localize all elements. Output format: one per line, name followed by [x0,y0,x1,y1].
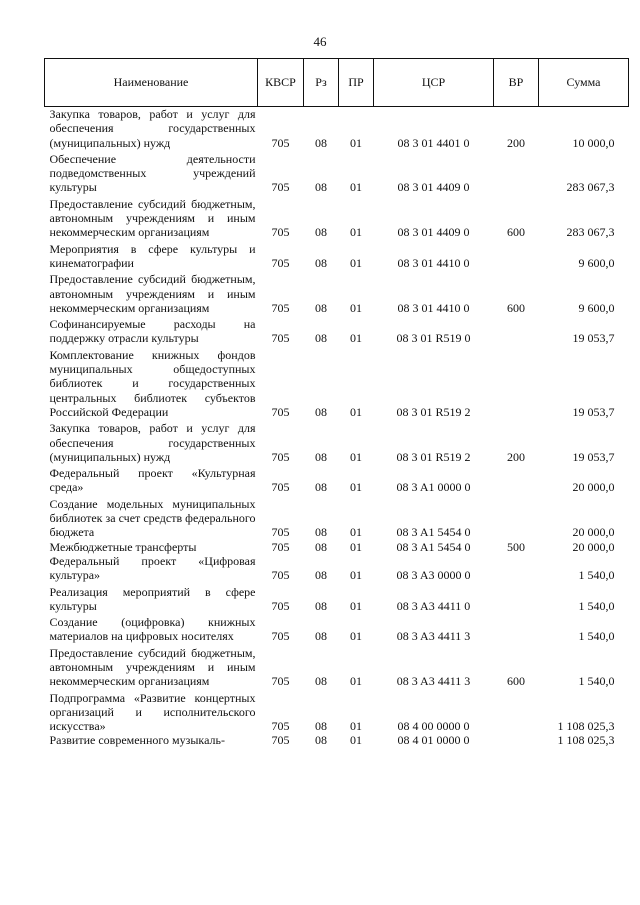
table-row [45,272,629,317]
row-rz: 08 [315,568,327,583]
table-row [45,242,629,273]
row-kvsr: 705 [271,598,290,613]
col-header-csr: ЦСР [374,59,494,107]
row-kvsr: 705 [271,180,290,195]
row-kvsr: 705 [271,733,290,748]
row-vr: 200 [507,135,525,150]
table-row [45,317,629,348]
row-sum: 1 540,0 [578,568,615,583]
row-vr: 200 [507,449,525,464]
row-kvsr: 705 [271,135,290,150]
table-row [45,497,629,540]
row-name: Создание модельных муниципальных библиотек за счет средств федерального бюджета [49,496,256,540]
row-vr [494,585,539,616]
row-kvsr: 705 [271,300,290,315]
row-pr: 01 [350,255,362,270]
row-kvsr: 705 [271,568,290,583]
row-sum: 1 540,0 [578,674,615,689]
row-sum: 1 540,0 [578,629,615,644]
row-vr [494,615,539,646]
row-vr [494,554,539,585]
row-vr: 600 [507,674,525,689]
row-rz: 08 [315,404,327,419]
row-kvsr: 705 [271,719,290,734]
row-sum: 1 540,0 [578,598,615,613]
row-kvsr: 705 [271,225,290,240]
row-sum: 10 000,0 [572,135,615,150]
budget-table [44,58,629,748]
table-row [45,733,629,747]
row-csr: 08 4 00 0000 0 [397,719,470,734]
row-csr: 08 3 01 4409 0 [397,225,470,240]
row-pr: 01 [350,404,362,419]
row-name: Комплектование книжных фондов муниципальных общедоступных библиотек и государственных центральных библиотек субъектов Российской Федерации [49,347,256,419]
page-number: 46 [313,34,327,49]
row-pr: 01 [350,719,362,734]
row-name: Предоставление субсидий бюджетным, автономным учреждениям и иным некоммерческим организациям [49,645,256,689]
row-name: Федеральный проект «Цифровая культура» [49,553,256,583]
row-name: Софинансируемые расходы на поддержку отрасли культуры [49,317,256,346]
row-name: Создание (оцифровка) книжных материалов на цифровых носителях [49,615,256,644]
row-vr [494,691,539,734]
row-rz: 08 [315,733,327,748]
row-vr [494,317,539,348]
row-vr: 600 [507,225,525,240]
table-header-row [45,59,629,107]
row-sum: 20 000,0 [572,539,615,554]
row-kvsr: 705 [271,629,290,644]
table-row [45,691,629,734]
table-row [45,540,629,554]
row-vr [494,733,539,747]
table-row [45,585,629,616]
row-name: Предоставление субсидий бюджетным, автономным учреждениям и иным некоммерческим организациям [49,196,256,240]
row-pr: 01 [350,525,362,540]
table-row [45,615,629,646]
row-pr: 01 [350,629,362,644]
row-pr: 01 [350,225,362,240]
row-csr: 08 3 01 R519 2 [396,404,471,419]
table-row [45,348,629,421]
row-csr: 08 3 A3 4411 0 [396,598,471,613]
row-kvsr: 705 [271,674,290,689]
row-rz: 08 [315,300,327,315]
row-rz: 08 [315,525,327,540]
row-pr: 01 [350,449,362,464]
row-rz: 08 [315,255,327,270]
row-vr: 600 [507,300,525,315]
row-csr: 08 3 01 4409 0 [397,180,470,195]
row-kvsr: 705 [271,255,290,270]
row-rz: 08 [315,449,327,464]
row-pr: 01 [350,331,362,346]
row-sum: 19 053,7 [572,404,615,419]
col-header-pr: ПР [339,59,374,107]
row-vr [494,466,539,497]
row-sum: 283 067,3 [566,225,615,240]
row-kvsr: 705 [271,449,290,464]
row-name: Обеспечение деятельности подведомственных учреждений культуры [49,151,256,195]
row-name: Предоставление субсидий бюджетным, автономным учреждениям и иным некоммерческим организациям [49,272,256,315]
row-pr: 01 [350,598,362,613]
row-csr: 08 3 A3 4411 3 [396,674,471,689]
row-csr: 08 3 01 4410 0 [397,300,470,315]
row-rz: 08 [315,629,327,644]
table-row [45,152,629,197]
row-csr: 08 3 01 R519 2 [396,449,471,464]
row-name: Развитие современного музыкаль- [49,733,225,748]
col-header-vr: ВР [494,59,539,107]
row-kvsr: 705 [271,331,290,346]
row-sum: 1 108 025,3 [557,733,615,748]
row-csr: 08 4 01 0000 0 [397,733,470,748]
row-name: Мероприятия в сфере культуры и кинематографии [49,241,256,270]
table-body [45,107,629,748]
row-pr: 01 [350,733,362,748]
row-sum: 1 108 025,3 [557,719,615,734]
row-vr [494,497,539,540]
row-sum: 19 053,7 [572,449,615,464]
row-rz: 08 [315,598,327,613]
row-rz: 08 [315,480,327,495]
table-row [45,646,629,691]
row-csr: 08 3 A1 0000 0 [396,480,471,495]
row-pr: 01 [350,300,362,315]
row-rz: 08 [315,135,327,150]
row-rz: 08 [315,180,327,195]
row-csr: 08 3 A1 5454 0 [396,525,471,540]
row-vr [494,242,539,273]
col-header-sum: Сумма [539,59,629,107]
table-row [45,107,629,152]
row-kvsr: 705 [271,404,290,419]
row-name: Межбюджетные трансферты [49,539,197,554]
table-row [45,197,629,242]
row-csr: 08 3 01 4410 0 [397,255,470,270]
row-pr: 01 [350,180,362,195]
row-vr [494,348,539,421]
row-rz: 08 [315,225,327,240]
row-pr: 01 [350,674,362,689]
row-kvsr: 705 [271,480,290,495]
row-pr: 01 [350,568,362,583]
row-pr: 01 [350,480,362,495]
row-name: Реализация мероприятий в сфере культуры [49,584,256,613]
row-vr: 500 [507,539,525,554]
row-sum: 20 000,0 [572,525,615,540]
row-csr: 08 3 01 4401 0 [397,135,470,150]
row-sum: 283 067,3 [566,180,615,195]
row-kvsr: 705 [271,525,290,540]
row-sum: 9 600,0 [578,300,615,315]
row-name: Федеральный проект «Культурная среда» [49,466,256,495]
table-row [45,554,629,585]
table-row [45,421,629,466]
row-rz: 08 [315,539,327,554]
row-csr: 08 3 01 R519 0 [396,331,471,346]
table-row [45,466,629,497]
row-kvsr: 705 [271,539,290,554]
row-rz: 08 [315,719,327,734]
row-csr: 08 3 A3 4411 3 [396,629,471,644]
row-sum: 19 053,7 [572,331,615,346]
row-pr: 01 [350,539,362,554]
row-rz: 08 [315,674,327,689]
row-name: Закупка товаров, работ и услуг для обеспечения государственных (муниципальных) нужд [49,107,256,150]
row-csr: 08 3 A1 5454 0 [396,539,471,554]
row-sum: 20 000,0 [572,480,615,495]
row-csr: 08 3 A3 0000 0 [396,568,471,583]
row-name: Подпрограмма «Развитие концертных организаций и исполнительского искусства» [49,690,256,734]
col-header-name: Наименование [45,59,258,107]
row-name: Закупка товаров, работ и услуг для обеспечения государственных (муниципальных) нужд [49,421,256,464]
col-header-rz: Рз [304,59,339,107]
row-rz: 08 [315,331,327,346]
row-sum: 9 600,0 [578,255,615,270]
col-header-kvsr: КВСР [258,59,304,107]
row-vr [494,152,539,197]
row-pr: 01 [350,135,362,150]
